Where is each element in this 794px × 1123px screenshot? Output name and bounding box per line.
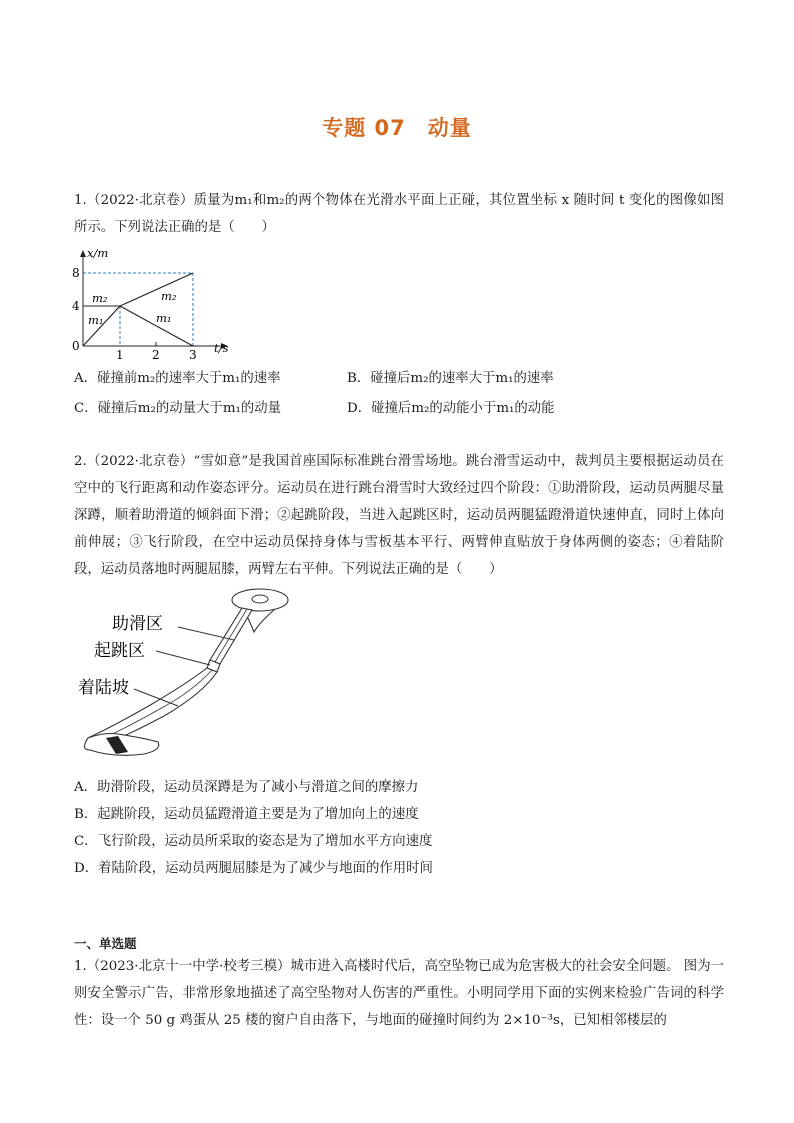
x-tick-label-3: 3 [189,348,197,362]
q1-option-b: B．碰撞后m₂的速率大于m₁的速率 [347,371,554,386]
y-axis-label: x/m [87,246,109,260]
label-m1-before: m₁ [88,313,104,327]
x-axis-label: t/s [214,341,229,355]
q2-option-a: A．助滑阶段，运动员深蹲是为了减小与滑道之间的摩擦力 [74,780,419,795]
q2-option-c: C．飞行阶段，运动员所采取的姿态是为了增加水平方向速度 [74,834,433,849]
y-axis-arrow [80,250,86,257]
top-platform-hole [252,595,268,603]
q2-option-d: D．着陆阶段，运动员两腿屈膝是为了减少与地面的作用时间 [74,861,433,876]
leader-takeoff [156,651,210,665]
x-tick-label-1: 1 [116,348,124,362]
section-q1-stem: 1.（2023·北京十一中学·校考三模）城市进入高楼时代后，高空坠物已成为危害极大的社会安全问题。 图为一则安全警示广告，非常形象地描述了高空坠物对人伤害的严重性。小明同学用下面的实例来检验广告词的科学性：设一个 50 g 鸡蛋从 25 楼的窗户自由落下，与地面的碰撞时间约为 2×10⁻³s，已知相邻楼层的 [74,959,724,1028]
q1-option-c: C．碰撞后m₂的动量大于m₁的动量 [74,401,282,416]
q1-option-a: A．碰撞前m₂的速率大于m₁的速率 [74,371,281,386]
label-m1-after: m₁ [156,311,172,325]
section-heading: 一、单选题 [74,936,137,951]
ski-jump-figure [74,582,304,762]
y-tick-4: 4 [72,299,80,313]
q1-option-d: D．碰撞后m₂的动能小于m₁的动能 [347,401,555,416]
q1-position-time-chart [64,244,234,362]
x-tick-label-2: 2 [152,348,160,362]
in-run-center [215,609,247,662]
q2-stem: 2.（2022·北京卷）“雪如意”是我国首座国际标准跳台滑雪场地。跳台滑雪运动中，裁判员主要根据运动员在空中的飞行距离和动作姿态评分。运动员在进行跳台滑雪时大致经过四个阶段：①助滑阶段，运动员两腿尽量深蹲，顺着助滑道的倾斜面下滑；②起跳阶段，当进入起跳区时，运动员两腿猛蹬滑道快速伸直，同时上体向前伸展；③飞行阶段，在空中运动员保持身体与雪板基本平行、两臂伸直贴放于身体两侧的姿态；④着陆阶段，运动员落地时两腿屈膝，两臂左右平伸。下列说法正确的是（ ） [74,454,724,577]
q2-option-b: B．起跳阶段，运动员猛蹬滑道主要是为了增加向上的速度 [74,807,419,822]
label-takeoff-zone: 起跳区 [94,641,145,661]
label-run-zone: 助滑区 [112,614,163,634]
q1-stem: 1.（2022·北京卷）质量为m₁和m₂的两个物体在光滑水平面上正碰，其位置坐标 x 随时间 t 变化的图像如图所示。下列说法正确的是（ ） [74,193,724,235]
origin-label: 0 [72,339,80,353]
label-landing-slope: 着陆坡 [78,678,129,698]
page-title: 专题 07 动量 [322,116,472,140]
label-m2-after: m₂ [161,289,177,303]
y-tick-8: 8 [72,266,80,280]
leader-run [178,627,234,640]
label-m2-before: m₂ [92,291,108,305]
